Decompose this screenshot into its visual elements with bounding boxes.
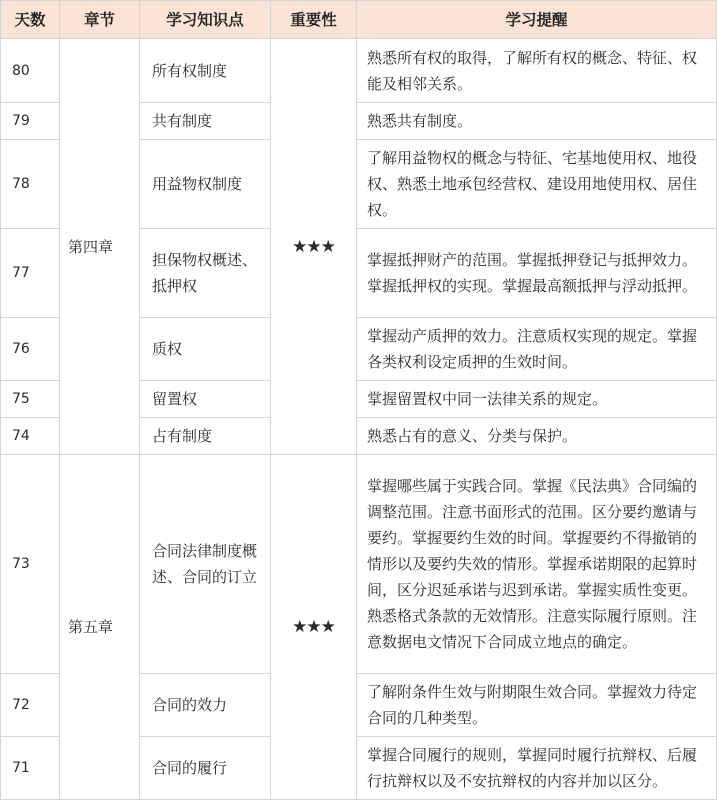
day-cell: 75 [1,381,60,418]
header-day: 天数 [1,1,60,39]
header-row [1,1,717,39]
topic-cell: 留置权 [140,381,271,418]
header-tip: 学习提醒 [357,1,717,39]
day-cell: 79 [1,103,60,140]
chapter-cell: 第四章 [60,39,140,455]
tip-cell: 掌握抵押财产的范围。掌握抵押登记与抵押效力。掌握抵押权的实现。掌握最高额抵押与浮动抵押。 [357,229,717,318]
topic-cell: 担保物权概述、抵押权 [140,229,271,318]
day-cell: 71 [1,737,60,800]
tip-cell: 了解附条件生效与附期限生效合同。掌握效力待定合同的几种类型。 [357,674,717,737]
topic-cell: 合同的履行 [140,737,271,800]
importance-stars: ★★★ [271,455,357,800]
table-row [1,39,717,103]
topic-cell: 合同的效力 [140,674,271,737]
day-cell: 80 [1,39,60,103]
day-cell: 78 [1,140,60,229]
header-importance: 重要性 [271,1,357,39]
tip-cell: 掌握合同履行的规则，掌握同时履行抗辩权、后履行抗辩权以及不安抗辩权的内容并加以区分。 [357,737,717,800]
table-row [1,455,717,674]
header-chapter: 章节 [60,1,140,39]
tip-cell: 掌握动产质押的效力。注意质权实现的规定。掌握各类权利设定质押的生效时间。 [357,318,717,381]
topic-cell: 占有制度 [140,418,271,455]
topic-cell: 所有权制度 [140,39,271,103]
tip-cell: 熟悉所有权的取得，了解所有权的概念、特征、权能及相邻关系。 [357,39,717,103]
topic-cell: 合同法律制度概述、合同的订立 [140,455,271,674]
tip-cell: 了解用益物权的概念与特征、宅基地使用权、地役权、熟悉土地承包经营权、建设用地使用权、居住权。 [357,140,717,229]
day-cell: 72 [1,674,60,737]
tip-cell: 熟悉占有的意义、分类与保护。 [357,418,717,455]
day-cell: 76 [1,318,60,381]
tip-cell: 掌握哪些属于实践合同。掌握《民法典》合同编的调整范围。注意书面形式的范围。区分要约邀请与要约。掌握要约生效的时间。掌握要约不得撤销的情形以及要约失效的情形。掌握承诺期限的起算时间，区分迟延承诺与迟到承诺。掌握实质性变更。熟悉格式条款的无效情形。注意实际履行原则。注意数据电文情况下合同成立地点的确定。 [357,455,717,674]
day-cell: 77 [1,229,60,318]
topic-cell: 质权 [140,318,271,381]
tip-cell: 掌握留置权中同一法律关系的规定。 [357,381,717,418]
chapter-cell: 第五章 [60,455,140,800]
topic-cell: 用益物权制度 [140,140,271,229]
header-topic: 学习知识点 [140,1,271,39]
tip-cell: 熟悉共有制度。 [357,103,717,140]
day-cell: 73 [1,455,60,674]
topic-cell: 共有制度 [140,103,271,140]
importance-stars: ★★★ [271,39,357,455]
day-cell: 74 [1,418,60,455]
